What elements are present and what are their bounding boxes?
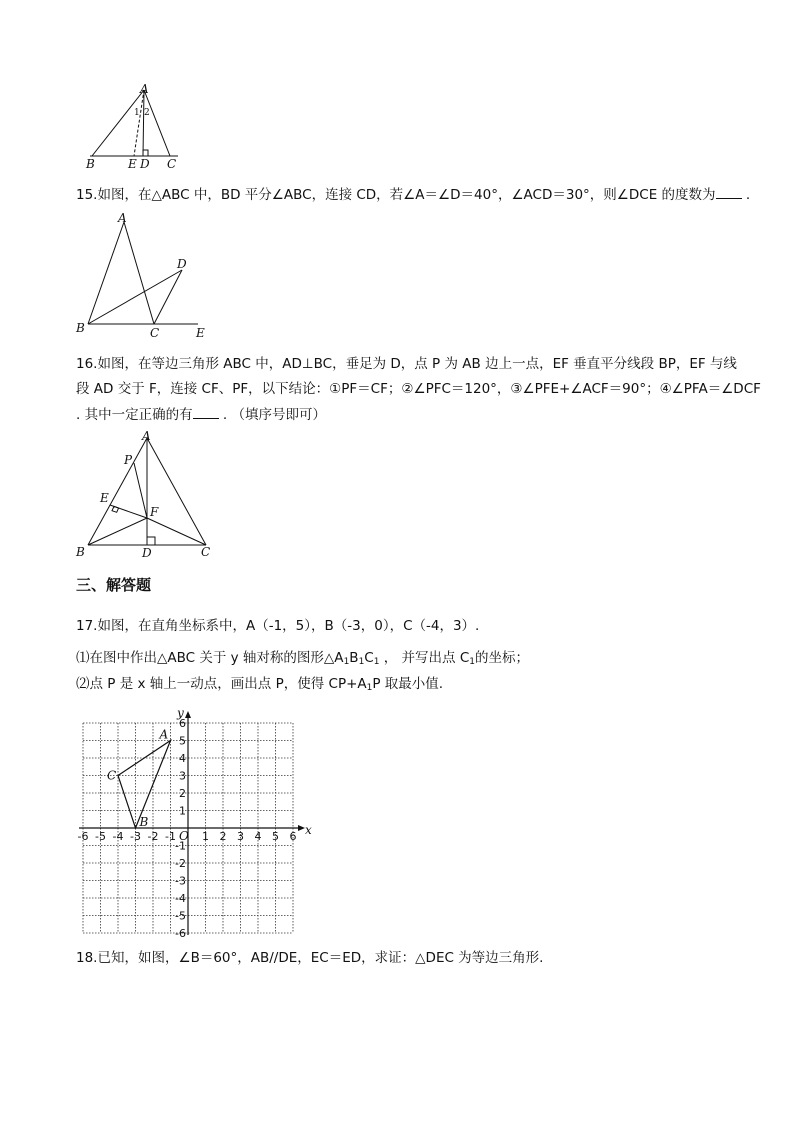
x-tick-label: -1 xyxy=(165,830,176,843)
x-tick-label: -3 xyxy=(130,830,141,843)
x-tick-label: -2 xyxy=(147,830,159,843)
y-tick-label: -6 xyxy=(175,927,186,940)
right-angle-mark-d xyxy=(147,537,155,545)
segment-pf xyxy=(134,463,147,518)
label-b: B xyxy=(76,545,85,559)
figure-q15 xyxy=(74,210,214,340)
point-b-label: B xyxy=(139,815,149,829)
figure-q14-triangle xyxy=(82,84,202,174)
label-p: P xyxy=(124,453,133,467)
q16-answer-blank xyxy=(193,404,219,419)
triangle-abc xyxy=(107,728,171,830)
side-ab xyxy=(88,438,147,545)
label-d: D xyxy=(177,257,187,271)
y-tick-label: 1 xyxy=(179,804,186,818)
label-e: E xyxy=(100,491,109,505)
figure-q16 xyxy=(74,428,224,558)
label-a: A xyxy=(142,429,151,443)
label-b: B xyxy=(86,157,95,171)
x-tick-label: 1 xyxy=(202,830,209,843)
origin-label: O xyxy=(179,829,189,843)
segment-ae-dashed xyxy=(134,90,144,156)
y-tick-label: 5 xyxy=(179,734,186,748)
angle-2-label: 2 xyxy=(144,108,150,118)
y-tick-label: 3 xyxy=(179,769,186,783)
segment-ad xyxy=(143,90,144,156)
x-axis-label: x xyxy=(305,823,312,837)
label-d: D xyxy=(140,157,150,171)
coordinate-grid-figure xyxy=(74,708,314,938)
label-d: D xyxy=(142,546,152,560)
label-a: A xyxy=(140,82,149,96)
q15-answer-blank xyxy=(716,184,742,199)
y-tick-label: -5 xyxy=(175,909,186,923)
point-c-label: C xyxy=(107,768,117,783)
side-ab xyxy=(88,222,124,324)
x-tick-label: -6 xyxy=(77,830,89,843)
x-tick-label: 3 xyxy=(237,830,244,843)
x-tick-label: -5 xyxy=(95,830,106,843)
right-angle-mark xyxy=(143,150,148,156)
segment-bf xyxy=(88,518,147,545)
label-c: C xyxy=(150,326,160,340)
side-ac xyxy=(124,222,154,324)
q16-line-1: 16.如图，在等边三角形 ABC 中，AD⊥BC，垂足为 D，点 P 为 AB 边上一点，EF 垂直平分线段 BP，EF 与线 xyxy=(76,356,737,372)
y-tick-label: -4 xyxy=(175,892,186,905)
x-tick-label: 2 xyxy=(219,830,227,843)
label-b: B xyxy=(76,321,85,335)
q17-part-1: ⑴在图中作出△ABC 关于 y 轴对称的图形$\triangle A_1B_1C_1$ ， 并写出点 $C_1$的坐标； xyxy=(76,650,530,667)
x-axis-arrow xyxy=(298,825,305,831)
x-tick-label: -4 xyxy=(112,830,124,843)
side-ac xyxy=(144,90,170,156)
q15-text: 15.如图，在△ABC 中，BD 平分∠ABC，连接 CD，若∠A＝∠D＝40°，∠ACD＝30°，则∠DCE 的度数为 . xyxy=(76,184,750,205)
right-angle-mark-e xyxy=(112,506,119,512)
y-tick-label: -3 xyxy=(175,874,186,888)
q16-line-2: 段 AD 交于 F，连接 CF、PF，以下结论：①PF＝CF；②∠PFC＝120°，③∠PFE+∠ACF＝90°；④∠PFA＝∠DCF xyxy=(76,381,761,397)
x-tick-label: 5 xyxy=(272,830,279,843)
x-tick-label: 4 xyxy=(254,830,262,843)
label-a: A xyxy=(118,211,127,225)
section-heading: 三、解答题 xyxy=(76,576,152,594)
y-tick-label: -2 xyxy=(175,857,186,870)
label-e: E xyxy=(128,157,137,171)
y-tick-label: 2 xyxy=(179,787,186,800)
segment-cf xyxy=(147,518,206,545)
label-f: F xyxy=(150,505,159,519)
q16-line-3: . 其中一定正确的有 . （填序号即可） xyxy=(76,404,326,425)
side-ab xyxy=(92,90,144,156)
label-e: E xyxy=(196,326,205,340)
q17-part-2: ⑵点 P 是 x 轴上一动点，画出点 P，使得 $CP+A_1P$ 取最小值. xyxy=(76,676,444,693)
point-a-label: A xyxy=(159,727,169,742)
y-axis-label: y xyxy=(177,706,184,720)
angle-1-label: 1 xyxy=(134,108,140,118)
y-tick-label: 6 xyxy=(179,717,186,730)
label-c: C xyxy=(201,545,211,559)
x-tick-label: 6 xyxy=(289,830,297,843)
y-tick-label: 4 xyxy=(179,752,186,765)
y-tick-label: -1 xyxy=(175,839,186,853)
q17-stem: 17.如图，在直角坐标系中，A（-1，5），B（-3，0），C（-4，3）. xyxy=(76,618,480,634)
side-ac xyxy=(147,438,206,545)
label-c: C xyxy=(167,157,177,171)
q18-text: 18.已知，如图，∠B＝60°，AB//DE，EC＝ED，求证：△DEC 为等边三角形. xyxy=(76,950,544,966)
